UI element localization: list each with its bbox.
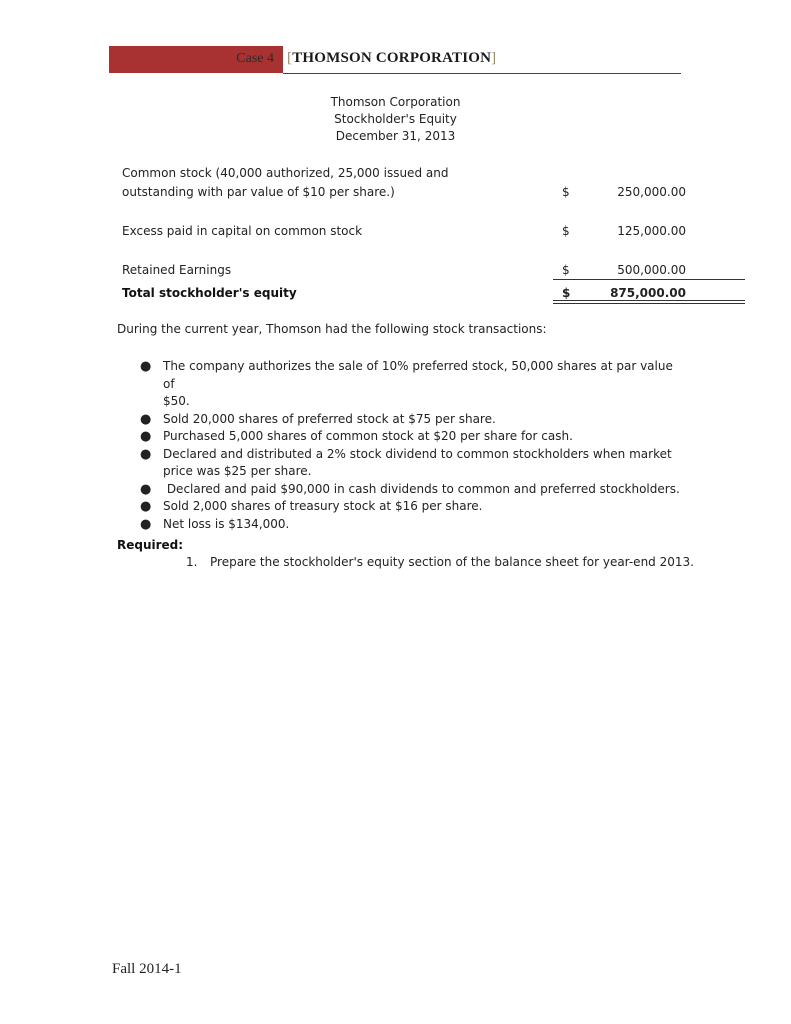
title-close-bracket: ] xyxy=(491,50,497,66)
transactions-list xyxy=(140,358,680,533)
row-common-stock-label-line2: outstanding with par value of $10 per share.) xyxy=(122,185,395,199)
list-item-text: Sold 2,000 shares of treasury stock at $16 per share. xyxy=(163,499,483,513)
list-item-text: Declared and distributed a 2% stock dividend to common stockholders when market xyxy=(163,446,672,461)
total-equity-label: Total stockholder's equity xyxy=(122,286,297,300)
list-item xyxy=(140,498,680,516)
row-excess-paid-amount: 125,000.00 xyxy=(617,224,686,238)
list-item xyxy=(140,481,680,499)
list-item xyxy=(140,358,680,411)
list-item-text: Net loss is $134,000. xyxy=(163,516,290,531)
row-common-stock-currency: $ xyxy=(562,185,570,199)
bullet-icon: ● xyxy=(140,429,152,444)
required-heading: Required: xyxy=(117,538,184,552)
list-item xyxy=(140,411,680,429)
list-item-text: Purchased 5,000 shares of common stock at $20 per share for cash. xyxy=(163,429,573,443)
list-item-text: Sold 20,000 shares of preferred stock at $75 per share. xyxy=(163,411,496,426)
list-item-text-cont: price was $25 per share. xyxy=(163,464,312,478)
row-retained-earnings-amount: 500,000.00 xyxy=(617,263,686,277)
header-divider xyxy=(283,73,681,74)
required-item-number: 1. xyxy=(186,555,198,569)
list-item xyxy=(140,428,680,446)
list-item xyxy=(140,516,680,534)
statement-company: Thomson Corporation xyxy=(330,95,461,109)
required-item xyxy=(186,555,694,569)
list-item xyxy=(140,446,680,481)
subtotal-underline xyxy=(553,279,745,280)
case-banner xyxy=(109,46,283,73)
required-item-text: Prepare the stockholder's equity section of the balance sheet for year-end 2013. xyxy=(210,555,694,569)
case-label: Case 4 xyxy=(236,51,274,66)
bullet-icon: ● xyxy=(140,359,152,374)
total-equity-currency: $ xyxy=(562,286,571,300)
row-excess-paid-currency: $ xyxy=(562,224,570,238)
title-open-bracket: [ xyxy=(287,50,293,66)
title-text: THOMSON CORPORATION xyxy=(292,50,492,66)
total-equity-amount: 875,000.00 xyxy=(610,286,686,300)
page-footer: Fall 2014-1 xyxy=(112,961,182,977)
statement-date: December 31, 2013 xyxy=(335,129,456,143)
total-double-underline xyxy=(553,300,745,304)
bullet-icon: ● xyxy=(140,481,152,497)
row-common-stock-label-line1: Common stock (40,000 authorized, 25,000 issued and xyxy=(122,166,449,180)
document-title xyxy=(287,50,496,67)
bullet-icon: ● xyxy=(140,411,152,427)
bullet-icon: ● xyxy=(140,516,152,532)
row-common-stock-amount: 250,000.00 xyxy=(617,185,686,199)
statement-name: Stockholder's Equity xyxy=(334,112,457,126)
bullet-icon: ● xyxy=(140,499,152,514)
row-retained-earnings-currency: $ xyxy=(562,263,570,277)
list-item-text: Declared and paid $90,000 in cash dividends to common and preferred stockholders. xyxy=(163,481,680,496)
list-item-text-cont: $50. xyxy=(163,394,190,408)
row-retained-earnings-label: Retained Earnings xyxy=(122,263,232,277)
transactions-intro: During the current year, Thomson had the following stock transactions: xyxy=(117,322,547,336)
list-item-text: The company authorizes the sale of 10% preferred stock, 50,000 shares at par value of xyxy=(163,359,673,391)
row-excess-paid-label: Excess paid in capital on common stock xyxy=(122,224,363,238)
bullet-icon: ● xyxy=(140,446,152,462)
